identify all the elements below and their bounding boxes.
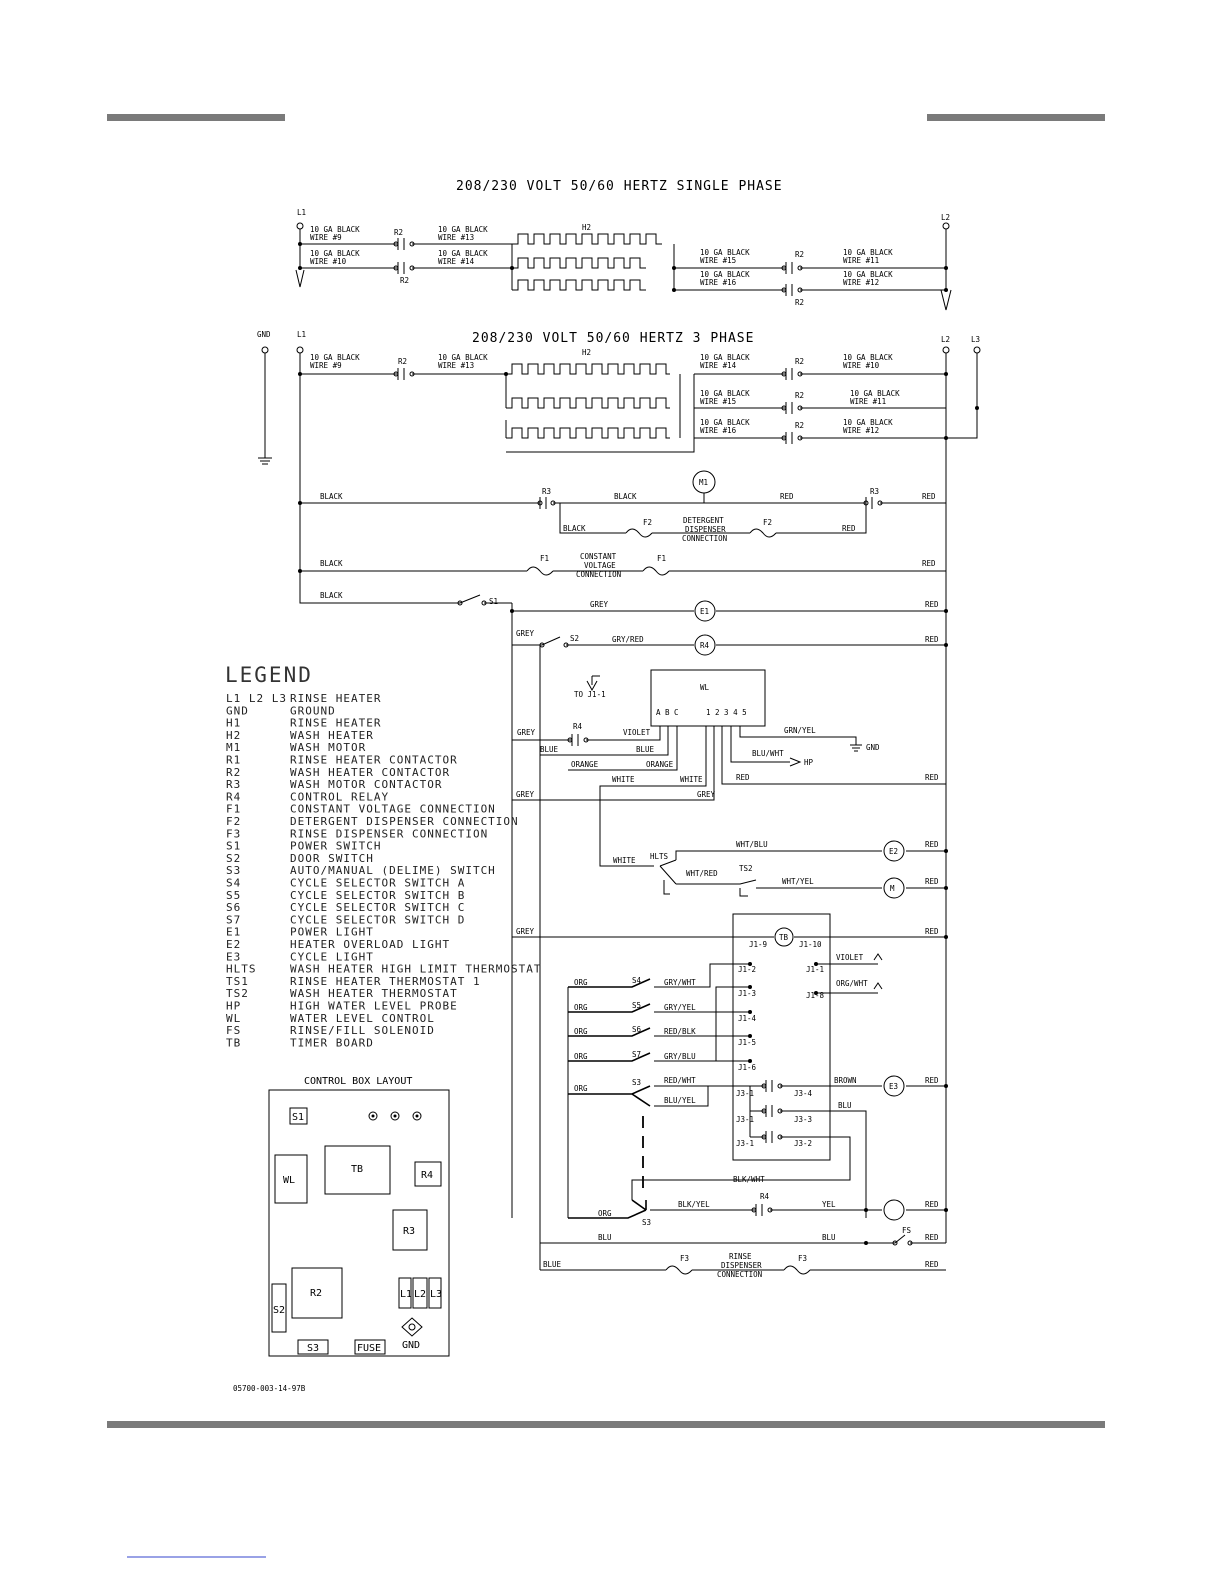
wire-label-red: RED xyxy=(925,1233,939,1242)
tp-heater-3 xyxy=(506,428,670,438)
wl-terminals-num: 1 2 3 4 5 xyxy=(706,708,747,717)
constant-label: CONSTANT xyxy=(580,552,617,561)
cb-gnd-label: GND xyxy=(402,1340,421,1351)
wire-label-grey: GREY xyxy=(697,790,716,799)
legend-description: RINSE DISPENSER CONNECTION xyxy=(290,827,489,841)
j1-8-label: J1-8 xyxy=(806,991,825,1000)
cb-wl-label: WL xyxy=(283,1175,296,1186)
wire-label-gry-yel: GRY/YEL xyxy=(664,1003,696,1012)
j1-5-label: J1-5 xyxy=(738,1038,757,1047)
wire-label-grey: GREY xyxy=(516,790,535,799)
wire-label-red: RED xyxy=(925,635,939,644)
legend-code: R2 xyxy=(226,765,242,779)
legend-code: H2 xyxy=(226,728,242,742)
j1-1-label: J1-1 xyxy=(806,965,825,974)
sp-wire-label: 10 GA BLACK xyxy=(843,248,893,257)
wire-label-blu-yel: BLU/YEL xyxy=(664,1096,696,1105)
sp-h2-label: H2 xyxy=(582,223,592,232)
wire-label-red: RED xyxy=(780,492,794,501)
legend-code: F3 xyxy=(226,827,242,841)
legend-description: WASH HEATER xyxy=(290,728,374,742)
j1-6-label: J1-6 xyxy=(738,1063,757,1072)
tp-r2-b: R2 xyxy=(795,357,805,366)
wire-label-gry-blu: GRY/BLU xyxy=(664,1052,696,1061)
tp-h2-label: H2 xyxy=(582,348,592,357)
legend-description: CYCLE SELECTOR SWITCH A xyxy=(290,876,466,890)
j3-1-label: J3-1 xyxy=(736,1115,755,1124)
cb-s2-label: S2 xyxy=(273,1305,286,1316)
control-box-layout xyxy=(269,1076,449,1356)
legend-code: F2 xyxy=(226,815,242,828)
cb-s1-label: S1 xyxy=(292,1112,305,1123)
wire-label-orange: ORANGE xyxy=(646,760,674,769)
legend-description: CYCLE SELECTOR SWITCH B xyxy=(290,888,466,902)
legend-description: WASH HEATER CONTACTOR xyxy=(290,765,451,779)
rinse-label: RINSE xyxy=(729,1252,752,1261)
cb-r4-label: R4 xyxy=(421,1170,434,1181)
legend-code: L1 L2 L3 xyxy=(226,692,287,705)
detergent-label: DETERGENT xyxy=(683,516,724,525)
wire-label-org: ORG xyxy=(598,1209,612,1218)
s2-label: S2 xyxy=(570,634,580,643)
wire-label-blue: BLUE xyxy=(543,1260,562,1269)
s3-label-b: S3 xyxy=(642,1218,652,1227)
wire-label-org-wht: ORG/WHT xyxy=(836,979,868,988)
legend-code: HLTS xyxy=(226,962,257,976)
legend-code: R4 xyxy=(226,790,242,804)
wire-label-gry-red: GRY/RED xyxy=(612,635,644,644)
wire-label-red: RED xyxy=(925,927,939,936)
sp-wire-label: WIRE #12 xyxy=(843,278,880,287)
wire-label-grey: GREY xyxy=(516,927,535,936)
wire-label-blk-yel: BLK/YEL xyxy=(678,1200,710,1209)
wire-label-white: WHITE xyxy=(613,856,636,865)
wire-label-blu: BLU xyxy=(838,1101,852,1110)
tp-wire-label: 10 GA BLACK xyxy=(843,418,893,427)
legend-description: POWER SWITCH xyxy=(290,839,382,853)
wire-label-red: RED xyxy=(925,600,939,609)
wire-label-blk-wht: BLK/WHT xyxy=(733,1175,765,1184)
j1-4-label: J1-4 xyxy=(738,1014,757,1023)
tp-heater-2 xyxy=(506,398,670,408)
sp-r2-b: R2 xyxy=(400,276,410,285)
e1-label: E1 xyxy=(700,607,710,616)
sp-l2-label: L2 xyxy=(941,213,951,222)
s6-label: S6 xyxy=(632,1025,642,1034)
tp-l1-label: L1 xyxy=(297,330,307,339)
control-box-title: CONTROL BOX LAYOUT xyxy=(304,1076,413,1087)
header-bar-right xyxy=(927,114,1105,121)
wire-label-org: ORG xyxy=(574,1084,588,1093)
legend-description: CONSTANT VOLTAGE CONNECTION xyxy=(290,802,496,816)
tp-l2-label: L2 xyxy=(941,335,951,344)
wire-label-blue: BLUE xyxy=(636,745,655,754)
tp-wire-label: WIRE #9 xyxy=(310,361,342,370)
s4-label: S4 xyxy=(632,976,642,985)
legend-code: HP xyxy=(226,999,242,1013)
tp-wire-label: 10 GA BLACK xyxy=(310,353,360,362)
constant-label: VOLTAGE xyxy=(584,561,616,570)
f1-label-b: F1 xyxy=(657,554,667,563)
legend-description: WASH MOTOR CONTACTOR xyxy=(290,778,443,792)
legend-code: TB xyxy=(226,1036,242,1050)
tp-wire-label: 10 GA BLACK xyxy=(700,353,750,362)
sp-wire-label: 10 GA BLACK xyxy=(438,249,488,258)
tb-label: TB xyxy=(779,933,789,942)
r3-label-b: R3 xyxy=(870,487,880,496)
r3-label-a: R3 xyxy=(542,487,552,496)
f3-label-b: F3 xyxy=(798,1254,808,1263)
cb-fuse-label: FUSE xyxy=(357,1343,382,1354)
e3-label: E3 xyxy=(889,1082,899,1091)
legend-code: GND xyxy=(226,704,249,718)
wire-label-red-wht: RED/WHT xyxy=(664,1076,696,1085)
sp-wire-label: 10 GA BLACK xyxy=(310,249,360,258)
wire-label-red-blk: RED/BLK xyxy=(664,1027,696,1036)
wire-label-white: WHITE xyxy=(612,775,635,784)
f3-label-a: F3 xyxy=(680,1254,690,1263)
wire-label-org: ORG xyxy=(574,1003,588,1012)
wire-label-blu: BLU xyxy=(822,1233,836,1242)
cb-l2-label: L2 xyxy=(414,1289,427,1300)
sp-heater-3 xyxy=(512,280,646,290)
sp-wire-label: WIRE #10 xyxy=(310,257,347,266)
e2-label: E2 xyxy=(889,847,899,856)
tp-wire-label: WIRE #13 xyxy=(438,361,475,370)
legend-title: LEGEND xyxy=(225,663,313,687)
j3-1-label: J3-1 xyxy=(736,1139,755,1148)
cb-l1-label: L1 xyxy=(400,1289,413,1300)
tp-l3-label: L3 xyxy=(971,335,981,344)
single-phase-title: 208/230 VOLT 50/60 HERTZ SINGLE PHASE xyxy=(456,179,783,194)
cb-r2-label: R2 xyxy=(310,1288,323,1299)
legend-code: H1 xyxy=(226,716,242,730)
tp-wire-label: WIRE #16 xyxy=(700,426,737,435)
wire-label-red: RED xyxy=(925,1260,939,1269)
j3-4-label: J3-4 xyxy=(794,1089,813,1098)
sp-r2-d: R2 xyxy=(795,298,805,307)
single-phase-section xyxy=(296,179,951,310)
f2-label-a: F2 xyxy=(643,518,653,527)
hlts-label: HLTS xyxy=(650,852,669,861)
wire-label-red: RED xyxy=(922,559,936,568)
tp-wire-label: WIRE #10 xyxy=(843,361,880,370)
legend-code: TS2 xyxy=(226,987,249,1001)
ts2-label: TS2 xyxy=(739,864,753,873)
tp-r2-c: R2 xyxy=(795,391,805,400)
sp-wire-label: WIRE #11 xyxy=(843,256,880,265)
legend-description: WASH MOTOR xyxy=(290,741,367,755)
gnd-label: GND xyxy=(866,743,880,752)
wire-label-grn-yel: GRN/YEL xyxy=(784,726,816,735)
j3-3-label: J3-3 xyxy=(794,1115,813,1124)
footer-bar xyxy=(107,1421,1105,1428)
legend-description: DOOR SWITCH xyxy=(290,851,374,865)
r4-coil-label: R4 xyxy=(700,641,710,650)
wire-label-red: RED xyxy=(736,773,750,782)
rinse-label: CONNECTION xyxy=(717,1270,763,1279)
sp-r2-c: R2 xyxy=(795,250,805,259)
sp-wire-label: 10 GA BLACK xyxy=(310,225,360,234)
fs-label: FS xyxy=(902,1226,912,1235)
legend-code: S6 xyxy=(226,901,242,915)
fill-solenoid-coil xyxy=(884,1200,904,1220)
drawing-number: 05700-003-14-97B xyxy=(233,1384,306,1393)
sp-wire-label: WIRE #16 xyxy=(700,278,737,287)
legend-code: TS1 xyxy=(226,974,249,988)
legend-description: TIMER BOARD xyxy=(290,1036,374,1050)
wire-label-brown: BROWN xyxy=(834,1076,857,1085)
wire-label-org: ORG xyxy=(574,1027,588,1036)
wire-label-blue: BLUE xyxy=(540,745,559,754)
legend-description: WASH HEATER HIGH LIMIT THERMOSTAT xyxy=(290,962,542,976)
legend-code: S1 xyxy=(226,839,242,853)
legend-code: E2 xyxy=(226,938,242,951)
m-label: M xyxy=(890,884,895,893)
tp-wire-label: 10 GA BLACK xyxy=(438,353,488,362)
s7-label: S7 xyxy=(632,1050,642,1059)
tp-heater-1 xyxy=(506,364,670,374)
wire-label-blu: BLU xyxy=(598,1233,612,1242)
legend-code: M1 xyxy=(226,741,242,755)
s3-label: S3 xyxy=(632,1078,642,1087)
wire-label-red: RED xyxy=(925,1200,939,1209)
sp-wire-label: WIRE #13 xyxy=(438,233,475,242)
j3-1-label: J3-1 xyxy=(736,1089,755,1098)
wire-label-org: ORG xyxy=(574,978,588,987)
wire-label-red: RED xyxy=(925,773,939,782)
legend-description: RINSE HEATER CONTACTOR xyxy=(290,753,458,767)
legend-code: R3 xyxy=(226,778,242,792)
tp-l2-terminal xyxy=(943,347,949,353)
tp-gnd-terminal xyxy=(262,347,268,353)
tp-wire-label: WIRE #11 xyxy=(850,397,887,406)
to-j1-label: TO J1-1 xyxy=(574,690,606,699)
s1-label: S1 xyxy=(489,597,499,606)
legend-code: WL xyxy=(226,1011,242,1025)
wl-terminals-abc: A B C xyxy=(656,708,679,717)
legend-description: RINSE HEATER THERMOSTAT 1 xyxy=(290,974,481,988)
legend-code: E1 xyxy=(226,925,242,939)
sp-l1-terminal xyxy=(297,223,303,229)
wire-label-org: ORG xyxy=(574,1052,588,1061)
legend-description: CYCLE SELECTOR SWITCH D xyxy=(290,913,466,927)
sp-wire-label: 10 GA BLACK xyxy=(700,270,750,279)
wl-box-label: WL xyxy=(700,683,710,692)
sp-wire-label: WIRE #9 xyxy=(310,233,342,242)
wire-label-gry-wht: GRY/WHT xyxy=(664,978,696,987)
legend-description: RINSE HEATER xyxy=(290,692,382,705)
tp-wire-label: WIRE #14 xyxy=(700,361,737,370)
wire-label-red: RED xyxy=(925,840,939,849)
sp-wire-label: WIRE #14 xyxy=(438,257,475,266)
legend-description: DETERGENT DISPENSER CONNECTION xyxy=(290,815,519,828)
wire-label-grey: GREY xyxy=(590,600,609,609)
wire-label-wht-yel: WHT/YEL xyxy=(782,877,814,886)
wire-label-black: BLACK xyxy=(320,492,343,501)
legend-code: S4 xyxy=(226,876,242,890)
tp-wire-label: 10 GA BLACK xyxy=(843,353,893,362)
sp-heater-1 xyxy=(512,234,662,244)
wire-label-black: BLACK xyxy=(563,524,586,533)
legend-description: RINSE HEATER xyxy=(290,716,382,730)
tp-wire-label: 10 GA BLACK xyxy=(700,418,750,427)
wire-label-yel: YEL xyxy=(822,1200,836,1209)
legend-description: WASH HEATER THERMOSTAT xyxy=(290,987,458,1001)
wire-label-black: BLACK xyxy=(320,559,343,568)
header-bar-left xyxy=(107,114,285,121)
legend-description: POWER LIGHT xyxy=(290,925,374,939)
legend-code: S2 xyxy=(226,851,242,865)
wire-label-red: RED xyxy=(922,492,936,501)
sp-l2-terminal xyxy=(943,223,949,229)
legend xyxy=(225,663,542,1049)
sp-wire-label: 10 GA BLACK xyxy=(700,248,750,257)
wire-label-red: RED xyxy=(842,524,856,533)
rinse-label: DISPENSER xyxy=(721,1261,762,1270)
three-phase-title: 208/230 VOLT 50/60 HERTZ 3 PHASE xyxy=(472,331,755,346)
wire-label-black: BLACK xyxy=(614,492,637,501)
legend-code: R1 xyxy=(226,753,242,767)
j1-3-label: J1-3 xyxy=(738,989,757,998)
legend-code: S7 xyxy=(226,913,242,927)
sp-heater-2 xyxy=(512,258,646,268)
legend-description: GROUND xyxy=(290,704,336,718)
wire-label-violet: VIOLET xyxy=(836,953,864,962)
j1-2-label: J1-2 xyxy=(738,965,757,974)
tp-wire-label: WIRE #15 xyxy=(700,397,737,406)
sp-l1-label: L1 xyxy=(297,208,307,217)
legend-code: S3 xyxy=(226,864,242,878)
sp-wire-label: 10 GA BLACK xyxy=(438,225,488,234)
tp-r2-d: R2 xyxy=(795,421,805,430)
tp-l3-terminal xyxy=(974,347,980,353)
legend-code: E3 xyxy=(226,950,242,964)
tp-r2-a: R2 xyxy=(398,357,408,366)
detergent-label: CONNECTION xyxy=(682,534,728,543)
cb-tb-label: TB xyxy=(351,1164,364,1175)
sp-r2-a: R2 xyxy=(394,228,404,237)
sp-wire-label: WIRE #15 xyxy=(700,256,737,265)
s5-label: S5 xyxy=(632,1001,642,1010)
legend-description: CYCLE LIGHT xyxy=(290,950,374,964)
wire-label-grey: GREY xyxy=(516,629,535,638)
m1-label: M1 xyxy=(699,478,709,487)
legend-description: AUTO/MANUAL (DELIME) SWITCH xyxy=(290,864,496,878)
cb-s3-label: S3 xyxy=(307,1343,320,1354)
tp-wire-label: 10 GA BLACK xyxy=(850,389,900,398)
wire-label-white: WHITE xyxy=(680,775,703,784)
legend-code: S5 xyxy=(226,888,242,902)
legend-code: F1 xyxy=(226,802,242,816)
water-level-control-box xyxy=(651,670,765,726)
wire-label-wht-red: WHT/RED xyxy=(686,869,718,878)
legend-description: CONTROL RELAY xyxy=(290,790,390,804)
legend-description: HEATER OVERLOAD LIGHT xyxy=(290,938,451,951)
j1-9-label: J1-9 xyxy=(749,940,768,949)
legend-description: WATER LEVEL CONTROL xyxy=(290,1011,435,1025)
j1-10-label: J1-10 xyxy=(799,940,822,949)
wire-label-orange: ORANGE xyxy=(571,760,599,769)
legend-description: RINSE/FILL SOLENOID xyxy=(290,1024,435,1038)
tp-wire-label: 10 GA BLACK xyxy=(700,389,750,398)
wire-label-red: RED xyxy=(925,1076,939,1085)
legend-description: HIGH WATER LEVEL PROBE xyxy=(290,999,458,1013)
tp-gnd-label: GND xyxy=(257,330,271,339)
wire-label-blu-wht: BLU/WHT xyxy=(752,749,784,758)
cb-l3-label: L3 xyxy=(430,1289,443,1300)
r4-contact-label: R4 xyxy=(573,722,583,731)
f1-label-a: F1 xyxy=(540,554,550,563)
sp-wire-label: 10 GA BLACK xyxy=(843,270,893,279)
legend-description: CYCLE SELECTOR SWITCH C xyxy=(290,901,466,915)
constant-label: CONNECTION xyxy=(576,570,622,579)
wire-label-black: BLACK xyxy=(320,591,343,600)
hp-label: HP xyxy=(804,758,814,767)
wire-label-wht-blu: WHT/BLU xyxy=(736,840,768,849)
tp-wire-label: WIRE #12 xyxy=(843,426,880,435)
wire-label-violet: VIOLET xyxy=(623,728,651,737)
wire-label-grey: GREY xyxy=(517,728,536,737)
tp-l1-terminal xyxy=(297,347,303,353)
detergent-label: DISPENSER xyxy=(685,525,726,534)
r4-contact-label-b: R4 xyxy=(760,1192,770,1201)
legend-rows xyxy=(226,692,542,1049)
legend-code: FS xyxy=(226,1024,242,1038)
f2-label-b: F2 xyxy=(763,518,773,527)
cb-r3-label: R3 xyxy=(403,1226,416,1237)
j3-2-label: J3-2 xyxy=(794,1139,813,1148)
wire-label-red: RED xyxy=(925,877,939,886)
control-box-outline xyxy=(269,1090,449,1356)
